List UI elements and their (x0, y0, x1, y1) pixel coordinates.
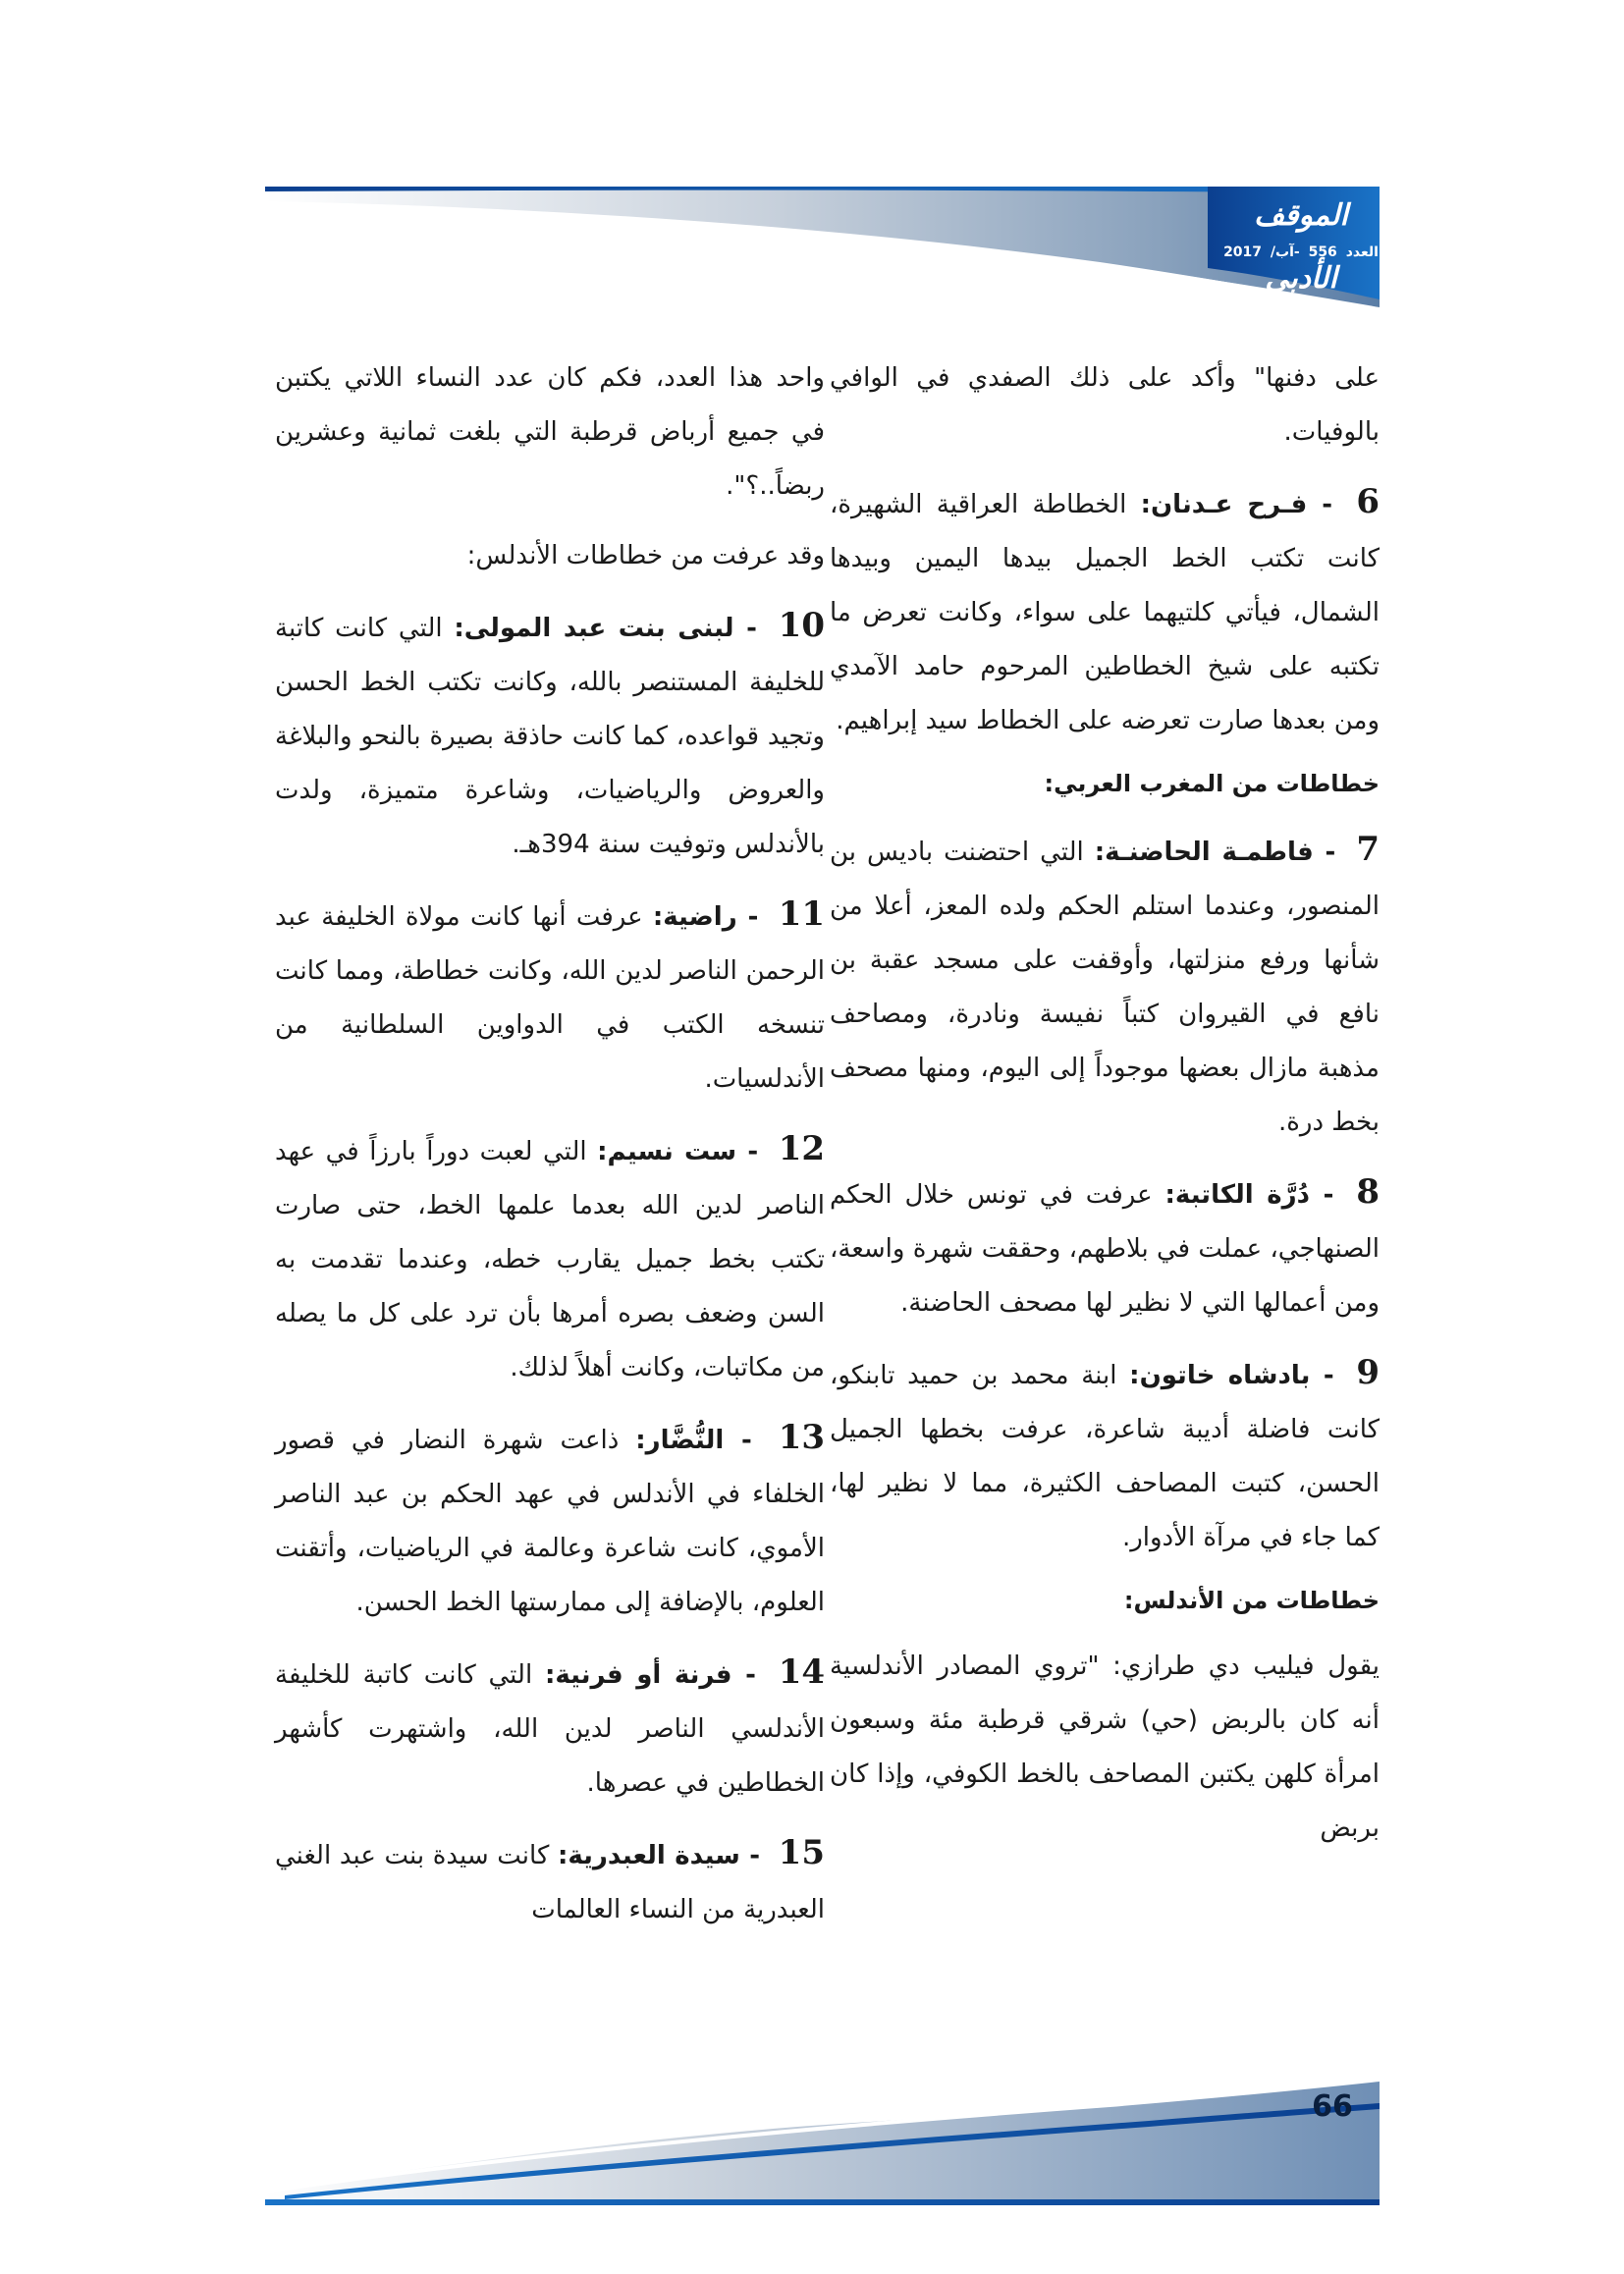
paragraph-continuation: على دفنها" وأكد على ذلك الصفدي في الوافي بالوفيات. (830, 363, 1380, 447)
logo-text: الموقف الأدبي (1254, 198, 1348, 296)
entry-number: 6 (1356, 482, 1380, 521)
entry-12 (275, 1122, 825, 1395)
entry-text: عرفت أنها كانت مولاة الخليفة عبد الرحمن الناصر لدين الله، وكانت خطاطة، ومما كانت تنسخه الكتب في الدواوين السلطانية من الأندلسيات. (275, 902, 825, 1094)
entry-title: - النُّضَّار: (635, 1426, 752, 1455)
issue-year: 2017 (1223, 244, 1263, 260)
issue-info (1218, 244, 1384, 261)
entry-text: التي لعبت دوراً بارزاً في عهد الناصر لدين الله بعدما علمها الخط، حتى صارت تكتب بخط جميل يقارب خطه، وعندما تقدمت به السن وضعف بصره أمرها بأن ترد على كل ما يصله من مكاتبات، وكانت أهلاً لذلك. (275, 1137, 825, 1382)
entry-title: - ست نسيم: (597, 1137, 759, 1166)
entry-text: ذاعت شهرة النضار في قصور الخلفاء في الأندلس في عهد الحكم بن عبد الناصر الأموي، كانت شاعرة وعالمة في الرياضيات، وأتقنت العلوم، بالإضافة إلى ممارستها الخط الحسن. (275, 1426, 825, 1617)
section-heading-andalus: خطاطات من الأندلس: (1123, 1587, 1380, 1614)
entry-text: ابنة محمد بن حميد تابنكو، كانت فاضلة أديبة شاعرة، عرفت بخطها الجميل الحسن، كتبت المصاحف الكثيرة، مما لا نظير لها، كما جاء في مرآة الأدوار. (830, 1361, 1380, 1552)
entry-title: - بادشاه خاتون: (1129, 1361, 1334, 1390)
entry-7 (830, 823, 1380, 1150)
issue-number: 556 (1308, 244, 1337, 260)
entry-number: 11 (778, 894, 826, 934)
entry-title: - لبنى بنت عبد المولى: (454, 614, 757, 643)
entry-number: 14 (778, 1652, 826, 1692)
issue-month: -آب/ (1270, 244, 1300, 260)
header-banner (265, 182, 1380, 319)
entry-text: التي احتضنت باديس بن المنصور، وعندما استلم الحكم ولده المعز، أعلا من شأنها ورفع منزلتها، وأوقفت على مسجد عقبة بن نافع في القيروان كتباً نفيسة ونادرة، ومصاحف مذهبة مازال بعضها موجوداً إلى اليوم، ومنها مصحف بخط درة. (830, 838, 1380, 1137)
section-heading-maghreb: خطاطات من المغرب العربي: (1044, 770, 1380, 797)
entry-10 (275, 599, 825, 872)
entry-11 (275, 888, 825, 1107)
entry-title: - سيدة العبدرية: (557, 1841, 761, 1870)
entry-14 (275, 1646, 825, 1811)
left-column (275, 352, 825, 1953)
paragraph-intro: وقد عرفت من خطاطات الأندلس: (466, 541, 825, 570)
entry-title: - فرنة أو فرنية: (544, 1660, 756, 1690)
entry-title: - فـرح عـدنان: (1140, 490, 1333, 519)
entry-15 (275, 1826, 825, 1937)
entry-8 (830, 1165, 1380, 1330)
entry-number: 8 (1356, 1172, 1380, 1212)
entry-title: - فاطمـة الحاضنـة: (1094, 838, 1336, 867)
footer-banner (265, 2072, 1380, 2209)
entry-title: - دُرَّة الكاتبة: (1164, 1180, 1334, 1210)
entry-9 (830, 1346, 1380, 1565)
paragraph-continuation: واحد هذا العدد، فكم كان عدد النساء اللاتي يكتبن في جميع أرباض قرطبة التي بلغت ثمانية وعشرين ربضاً..؟". (275, 363, 825, 501)
entry-text: التي كانت كاتبة للخليفة الأندلسي الناصر لدين الله، واشتهرت كأشهر الخطاطين في عصرها. (275, 1660, 825, 1798)
entry-number: 13 (778, 1418, 826, 1457)
paragraph-andalus-quote: يقول فيليب دي طرازي: "تروي المصادر الأندلسية أنه كان بالربض (حي) شرقي قرطبة مئة وسبعون امرأة كلهن يكتبن المصاحف بالخط الكوفي، وإذا كان بربض (830, 1651, 1380, 1843)
entry-text: التي كانت كاتبة للخليفة المستنصر بالله، وكانت تكتب الخط الحسن وتجيد قواعده، كما كانت حاذقة بصيرة بالنحو والبلاغة والعروض والرياضيات، وشاعرة متميزة، ولدت بالأندلس وتوفيت سنة 394هـ. (275, 614, 825, 859)
entry-number: 12 (778, 1129, 826, 1168)
entry-text: عرفت في تونس خلال الحكم الصنهاجي، عملت في بلاطهم، وحققت شهرة واسعة، ومن أعمالها التي لا نظير لها مصحف الحاضنة. (830, 1180, 1380, 1318)
page-number: 66 (1312, 2089, 1353, 2124)
entry-13 (275, 1411, 825, 1630)
entry-number: 9 (1356, 1353, 1380, 1392)
entry-text: كانت سيدة بنت عبد الغني العبدرية من النساء العالمات (275, 1841, 825, 1924)
right-column (830, 352, 1380, 1871)
entry-number: 10 (778, 606, 825, 645)
entry-title: - راضية: (652, 902, 759, 932)
entry-number: 15 (778, 1833, 825, 1872)
entry-number: 7 (1356, 830, 1380, 869)
issue-label: العدد (1345, 244, 1379, 260)
entry-text: الخطاطة العراقية الشهيرة، كانت تكتب الخط الجميل بيدها اليمين وبيدها الشمال، فيأتي كلتيهما على سواء، وكانت تعرض ما تكتبه على شيخ الخطاطين المرحوم حامد الآمدي ومن بعدها صارت تعرضه على الخطاط سيد إبراهيم. (830, 490, 1380, 735)
entry-6 (830, 475, 1380, 748)
